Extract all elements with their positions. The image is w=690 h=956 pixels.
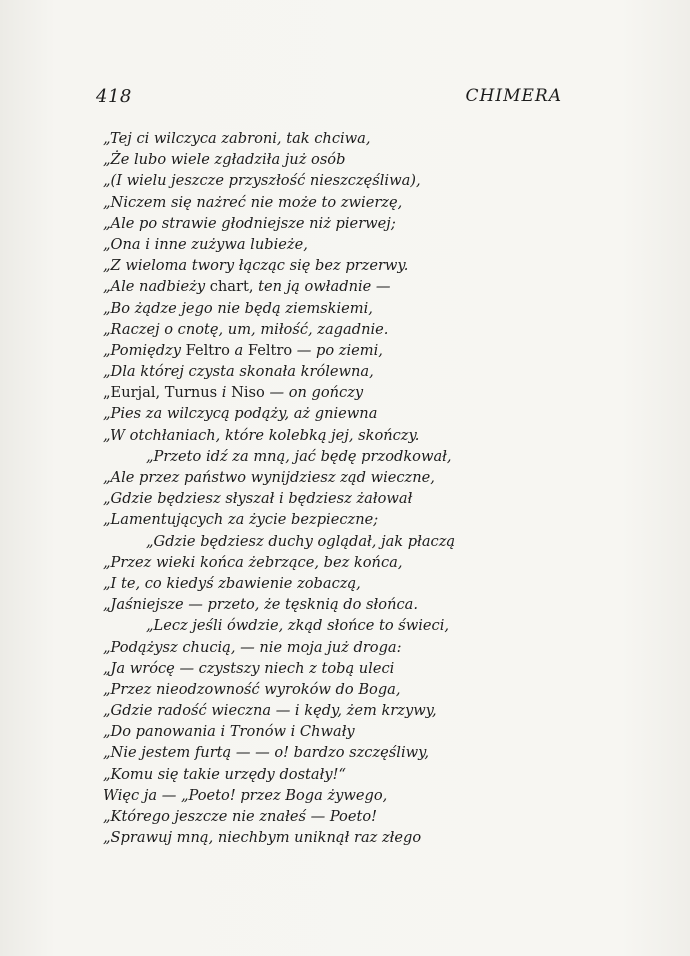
poem-line bbox=[103, 785, 573, 806]
poem-line-text: „Jaśniejsze — przeto, że tęsknią do słońca. bbox=[103, 596, 418, 614]
poem-line bbox=[103, 340, 573, 361]
poem-line-text: „Którego jeszcze nie znałeś — Poeto! bbox=[103, 808, 377, 825]
running-title: CHIMERA bbox=[465, 86, 562, 106]
poem-line-text: „Tej ci wilczyca zabroni, tak chciwa, bbox=[103, 130, 371, 147]
poem-line-text: „Przez wieki końca żebrzące, bez końca, bbox=[103, 553, 403, 571]
poem-line-text: „Ona i inne zużywa lubieże, bbox=[103, 235, 308, 253]
poem-line-text: „Ale po strawie głodniejsze niż pierwej; bbox=[103, 214, 396, 232]
poem-line-text: „I te, co kiedyś zbawienie zobaczą, bbox=[103, 574, 361, 592]
poem-line bbox=[103, 234, 573, 255]
poem-line-text: „Dla której czysta skonała królewna, bbox=[103, 363, 374, 381]
poem-line-text: „(I wielu jeszcze przyszłość nieszczęśliwa), bbox=[103, 172, 421, 190]
poem-line bbox=[103, 552, 573, 573]
poem-line-text: „Pies za wilczycą podąży, aż gniewna bbox=[103, 405, 378, 423]
poem-line bbox=[103, 721, 573, 742]
poem-line-text: Więc ja — „Poeto! przez Boga żywego, bbox=[103, 786, 388, 804]
poem-line-text: „Przez nieodzowność wyroków do Boga, bbox=[103, 680, 401, 698]
poem-line bbox=[103, 128, 573, 149]
poem-line-text: „Niczem się nażreć nie może to zwierzę, bbox=[103, 193, 403, 211]
poem-line bbox=[103, 509, 573, 530]
poem-line-text: „Nie jestem furtą — — o! bardzo szczęśliwy, bbox=[103, 744, 430, 762]
poem-line-text: „Sprawuj mną, niechbym uniknął raz złego bbox=[103, 829, 422, 847]
poem-line bbox=[103, 467, 573, 488]
poem-line bbox=[103, 276, 573, 297]
poem-line-text: chart, bbox=[209, 278, 254, 296]
poem-line-text: i bbox=[217, 384, 232, 402]
page-number: 418 bbox=[96, 86, 132, 107]
poem-line bbox=[103, 573, 573, 594]
poem-line bbox=[103, 637, 573, 658]
poem-line-text: „Gdzie radość wieczna — i kędy, żem krzywy, bbox=[103, 702, 437, 720]
poem-line bbox=[103, 255, 573, 276]
poem-line-text: „Lamentujących za życie bezpieczne; bbox=[103, 511, 379, 529]
poem-line-text: „Bo żądze jego nie będą ziemskiemi, bbox=[103, 299, 373, 317]
poem-line-text: „Eurjal, Turnus bbox=[103, 384, 218, 402]
poem-line-text: „Raczej o cnotę, um, miłość, zagadnie. bbox=[103, 320, 389, 338]
poem-line bbox=[103, 361, 573, 382]
poem-line bbox=[103, 298, 573, 319]
poem-line bbox=[103, 382, 573, 403]
poem-line-text: — po ziemi, bbox=[292, 341, 383, 359]
poem-line-text: „Gdzie będziesz duchy oglądał, jak płaczą bbox=[146, 532, 456, 550]
poem-line-text: Feltro bbox=[247, 341, 293, 359]
poem-line bbox=[103, 425, 573, 446]
poem-line-text: „Ale nadbieży bbox=[103, 278, 210, 296]
poem-line-text: Feltro bbox=[185, 341, 230, 359]
poem-line-text: „W otchłaniach, które kolebką jej, skończy. bbox=[103, 426, 420, 444]
page-header bbox=[96, 86, 562, 112]
poem-line bbox=[103, 827, 573, 848]
poem-line bbox=[103, 615, 573, 636]
poem-line-text: „Przeto idź za mną, jać będę przodkował, bbox=[146, 447, 452, 465]
poem-line-text: „Do panowania i Tronów i Chwały bbox=[103, 723, 355, 741]
poem-line-text: — on gończy bbox=[264, 384, 364, 402]
poem-line bbox=[103, 658, 573, 679]
poem-line-text: „Ja wrócę — czystszy niech z tobą uleci bbox=[103, 659, 395, 677]
poem-text bbox=[103, 128, 573, 848]
poem-line bbox=[103, 319, 573, 340]
poem-line-text: „Komu się takie urzędy dostały!“ bbox=[103, 765, 346, 783]
poem-line-text: „Ale przez państwo wynijdziesz ząd wieczne, bbox=[103, 469, 435, 486]
poem-line bbox=[103, 192, 573, 213]
poem-line-text: a bbox=[229, 341, 248, 359]
poem-line bbox=[103, 403, 573, 424]
poem-line bbox=[103, 679, 573, 700]
poem-line-text: „Pomiędzy bbox=[103, 341, 186, 359]
poem-line bbox=[103, 764, 573, 785]
poem-line bbox=[103, 594, 573, 615]
poem-line bbox=[103, 806, 573, 827]
poem-line bbox=[103, 213, 573, 234]
poem-line bbox=[103, 488, 573, 509]
poem-line bbox=[103, 149, 573, 170]
poem-line-text: „Lecz jeśli ówdzie, zkąd słońce to świeci, bbox=[146, 617, 450, 635]
poem-line bbox=[103, 531, 573, 552]
poem-line bbox=[103, 700, 573, 721]
poem-line bbox=[103, 170, 573, 191]
poem-line-text: „Z wieloma twory łącząc się bez przerwy. bbox=[103, 257, 409, 275]
poem-line-text: „Podążysz chucią, — nie moja już droga: bbox=[103, 638, 402, 656]
poem-line-text: „Gdzie będziesz słyszał i będziesz żałował bbox=[103, 490, 413, 508]
poem-line bbox=[103, 446, 573, 467]
poem-line-text: „Że lubo wiele zgładziła już osób bbox=[103, 151, 346, 169]
poem-line-text: ten ją owładnie — bbox=[253, 278, 391, 296]
poem-line bbox=[103, 742, 573, 763]
poem-line-text: Niso bbox=[231, 384, 265, 402]
